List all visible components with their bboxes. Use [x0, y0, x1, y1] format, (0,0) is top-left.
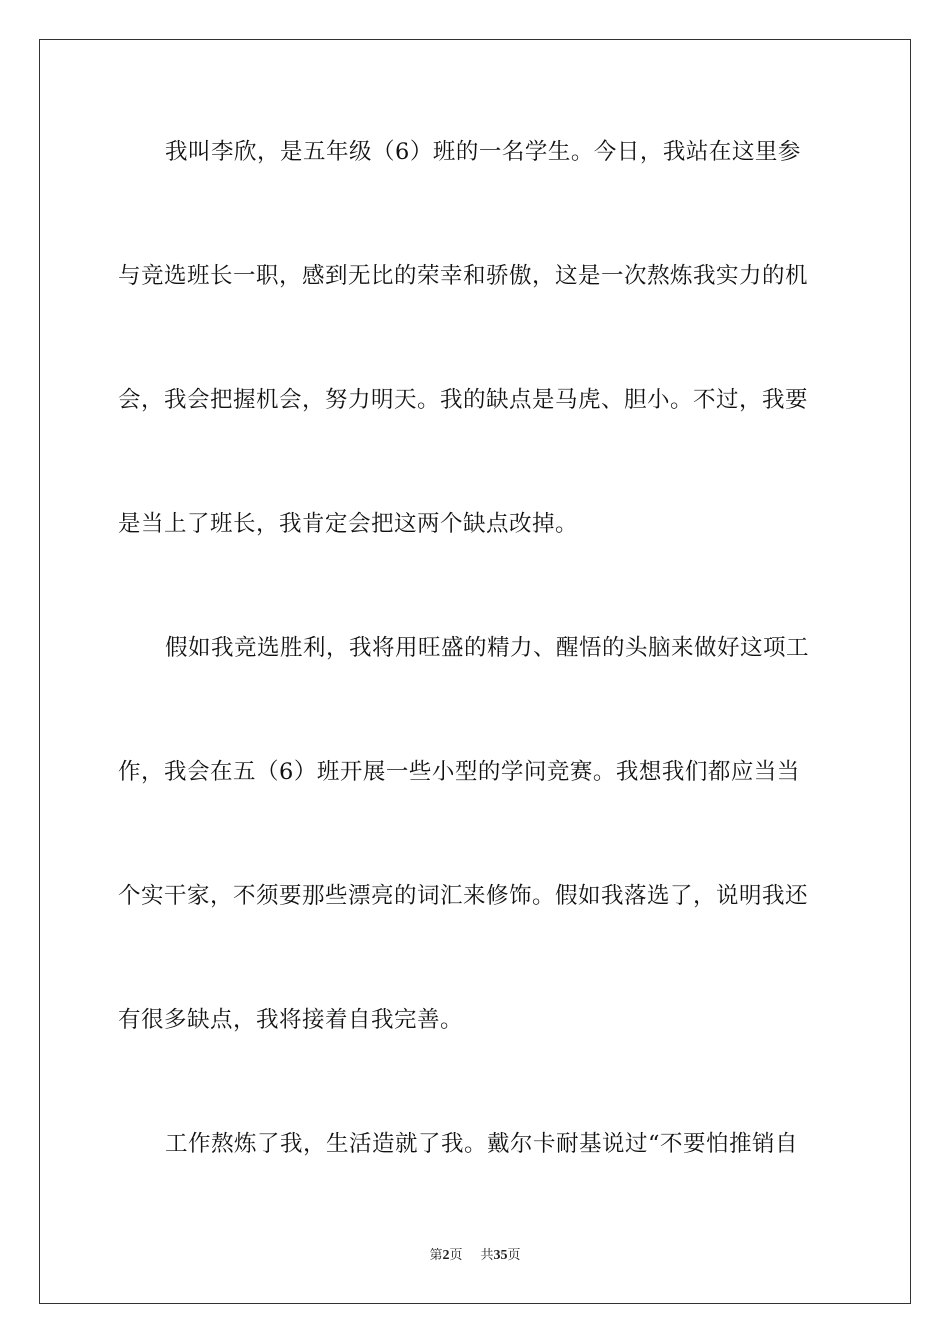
- body-text-line: 工作熬炼了我，生活造就了我。戴尔卡耐基说过“不要怕推销自: [165, 1131, 799, 1157]
- page-label-suffix: 页: [449, 1248, 463, 1263]
- page-label-prefix: 第: [429, 1248, 443, 1263]
- total-pages: 35: [493, 1248, 508, 1263]
- body-text-line: 我叫李欣，是五年级（6）班的一名学生。今日，我站在这里参: [165, 139, 801, 165]
- body-text-line: 与竞选班长一职，感到无比的荣幸和骄傲，这是一次熬炼我实力的机: [118, 263, 809, 289]
- body-text-line: 作，我会在五（6）班开展一些小型的学问竞赛。我想我们都应当当: [118, 759, 800, 785]
- page-footer: [0, 1246, 950, 1266]
- page-border: [39, 39, 911, 1304]
- body-text-line: 是当上了班长，我肯定会把这两个缺点改掉。: [118, 511, 579, 537]
- page-number: 2: [442, 1248, 450, 1263]
- body-text-line: 个实干家，不须要那些漂亮的词汇来修饰。假如我落选了，说明我还: [118, 883, 809, 909]
- body-text-line: 会，我会把握机会，努力明天。我的缺点是马虎、胆小。不过，我要: [118, 387, 809, 413]
- body-text-line: 有很多缺点，我将接着自我完善。: [118, 1007, 464, 1033]
- body-text-line: 假如我竞选胜利，我将用旺盛的精力、醒悟的头脑来做好这项工: [165, 635, 810, 661]
- total-label-suffix: 页: [507, 1248, 521, 1263]
- total-label-prefix: 共: [480, 1248, 494, 1263]
